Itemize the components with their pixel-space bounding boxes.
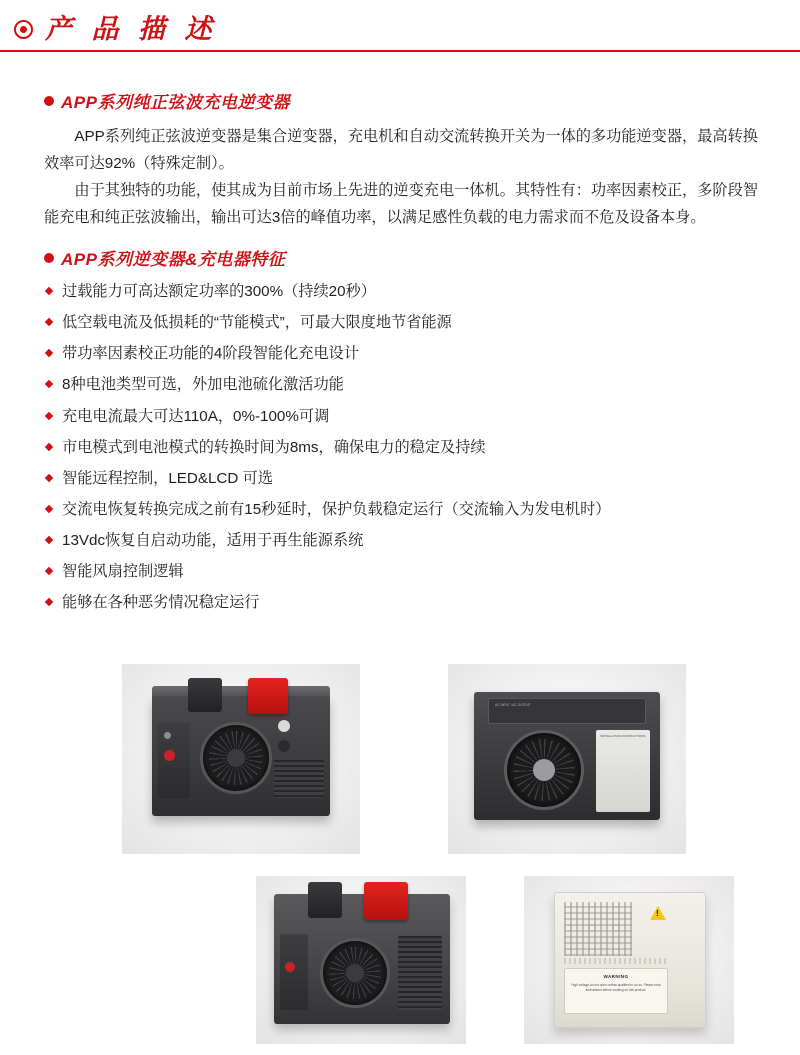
negative-terminal-cover [188,678,222,712]
list-item-label: 低空载电流及低损耗的“节能模式”，可最大限度地节省能源 [62,314,452,332]
cooling-fan [320,938,390,1008]
list-item [44,498,758,521]
list-item [44,436,758,459]
inverter-control-panel [158,722,190,798]
list-item [44,311,758,334]
paragraph: 由于其独特的功能，使其成为目前市场上先进的逆变充电一体机。其特性有：功率因素校正，多阶段智能充电和纯正弦波输出，输出可达3倍的峰值功率，以满足感性负载的电力需求而不危及设备本身。 [44,182,758,227]
list-item-label: 智能风扇控制逻辑 [62,563,184,581]
inverter-control-panel [280,934,308,1010]
list-item [44,373,758,396]
list-item-label: 充电电流最大可达110A，0%-100%可调 [62,407,330,425]
diamond-bullet-icon [45,536,53,544]
rear-instruction-panel [596,730,650,812]
header-divider [0,50,800,52]
diamond-bullet-icon [45,442,53,450]
content-area [0,58,800,1044]
section-title: APP系列逆变器&充电器特征 [61,250,286,270]
list-item [44,342,758,365]
list-item-label: 交流电恢复转换完成之前有15秒延时，保护负载稳定运行（交流输入为发电机时） [62,500,611,518]
vent-grille [564,958,668,964]
diamond-bullet-icon [45,318,53,326]
vent-grille [398,936,442,1010]
fan-grille-icon [329,947,381,999]
rear-spec-label [488,698,646,724]
list-item [44,280,758,303]
diamond-bullet-icon [45,287,53,295]
list-item-label: 能够在各种恶劣情况稳定运行 [62,594,260,612]
negative-terminal-cover [308,882,342,918]
cooling-fan [200,722,272,794]
section-heading-overview [44,88,758,113]
bullet-dot-icon [44,96,54,106]
warning-text: High voltage,do not open unless qualified to do so. Please read instructions before working on this product. [571,983,661,993]
page-header [0,0,800,58]
list-item-label: 市电模式到电池模式的转换时间为8ms，确保电力的稳定及持续 [62,438,486,456]
cooling-fan [504,730,584,810]
list-item [44,591,758,614]
list-item-label: 13Vdc恢复自启动功能，适用于再生能源系统 [62,531,364,549]
list-item-label: 过载能力可高达额定功率的300%（持续20秒） [62,283,376,301]
diamond-bullet-icon [45,567,53,575]
fan-grille-icon [209,731,263,785]
diamond-bullet-icon [45,598,53,606]
feature-list [44,280,758,614]
diamond-bullet-icon [45,349,53,357]
diamond-bullet-icon [45,380,53,388]
list-item-label: 带功率因素校正功能的4阶段智能化充电设计 [62,345,360,363]
diamond-bullet-icon [45,411,53,419]
warning-triangle-icon [650,906,666,920]
vent-grille [274,760,324,798]
product-image-gallery [44,654,758,1044]
positive-terminal-cover [248,678,288,714]
section-title: APP系列纯正弦波充电逆变器 [61,93,290,112]
warning-title: WARNING [603,974,629,980]
photo-top-view [256,876,466,1044]
list-item [44,529,758,552]
circle-dot-icon [14,20,33,39]
list-item [44,560,758,583]
list-item [44,467,758,490]
diamond-bullet-icon [45,505,53,513]
fan-grille-icon [513,739,575,801]
photo-front-angle [122,664,360,854]
vent-grille [564,902,632,956]
bullet-dot-icon [44,253,54,263]
photo-side-panel [524,876,734,1044]
paragraph: APP系列纯正弦波逆变器是集合逆变器，充电机和自动交流转换开关为一体的多功能逆变器，最高转换效率可达92%（特殊定制）。 [44,128,758,173]
positive-terminal-cover [364,882,408,920]
section-heading-features [44,245,758,270]
warning-label [564,968,668,1014]
photo-rear-view [448,664,686,854]
list-item [44,405,758,428]
list-item-label: 智能远程控制，LED&LCD 可选 [62,469,273,487]
rear-panel-text: INSTALLATION INSTRUCTIONS [600,734,646,739]
diamond-bullet-icon [45,474,53,482]
list-item-label: 8种电池类型可选，外加电池硫化激活功能 [62,376,344,394]
rear-label-text: AC INPUT / AC OUTPUT [495,703,531,708]
page-title: 产 品 描 述 [45,13,218,44]
